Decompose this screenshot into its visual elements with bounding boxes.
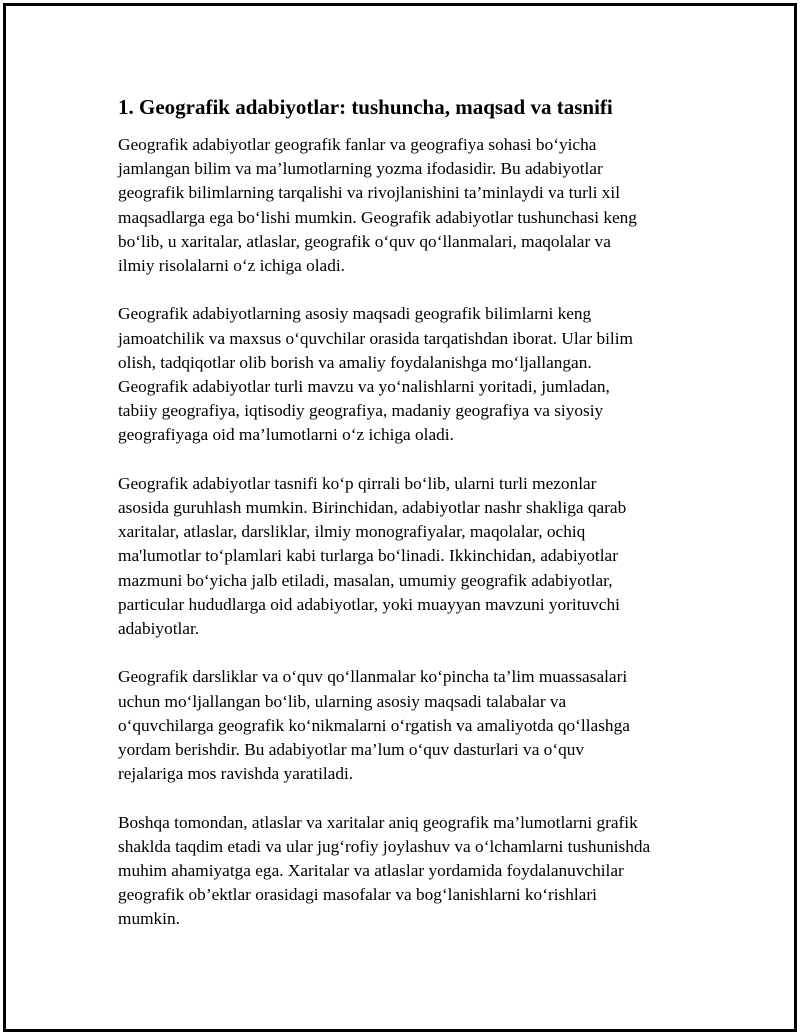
text-line: Boshqa tomondan, atlaslar va xaritalar aniq geografik ma’lumotlarni grafik [118,812,638,832]
text-line: Geografik adabiyotlar tasnifi ko‘p qirrali bo‘lib, ularni turli mezonlar [118,473,597,493]
paragraph-2 [118,302,683,447]
text-line: adabiyotlar. [118,619,200,639]
text-line: ma'lumotlar to‘plamlari kabi turlarga bo‘linadi. Ikkinchidan, adabiyotlar [118,546,618,566]
text-line: maqsadlarga ega bo‘lishi mumkin. Geografik adabiyotlar tushunchasi keng [118,207,637,227]
text-line: tabiiy geografiya, iqtisodiy geografiya, madaniy geografiya va siyosiy [118,401,604,421]
paragraphs [118,133,683,932]
text-line: yordam berishdir. Bu adabiyotlar ma’lum o‘quv dasturlari va o‘quv [118,740,585,760]
document-body [118,93,683,956]
paragraph-3 [118,472,683,641]
text-line: geografik bilimlarning tarqalishi va rivojlanishini ta’minlaydi va turli xil [118,183,621,203]
text-line: jamlangan bilim va ma’lumotlarning yozma ifodasidir. Bu adabiyotlar [118,159,603,179]
text-line: xaritalar, atlaslar, darsliklar, ilmiy monografiyalar, maqolalar, ochiq [118,522,586,542]
text-line: o‘quvchilarga geografik ko‘nikmalarni o‘rgatish va amaliyotda qo‘llashga [118,715,630,735]
text-line: Geografik adabiyotlar turli mavzu va yo‘nalishlarni yoritadi, jumladan, [118,377,610,397]
text-line: Geografik adabiyotlarning asosiy maqsadi geografik bilimlarni keng [118,304,592,324]
text-line: rejalariga mos ravishda yaratiladi. [118,764,354,784]
text-line: olish, tadqiqotlar olib borish va amaliy foydalanishga mo‘ljallangan. [118,352,592,372]
text-line: uchun mo‘ljallangan bo‘lib, ularning asosiy maqsadi talabalar va [118,691,567,711]
text-line: mumkin. [118,909,180,929]
text-line: ilmiy risolalarni o‘z ichiga oladi. [118,256,345,276]
text-line: mazmuni bo‘yicha jalb etiladi, masalan, umumiy geografik adabiyotlar, [118,570,613,590]
text-line: Geografik adabiyotlar geografik fanlar va geografiya sohasi bo‘yicha [118,135,597,154]
text-line: jamoatchilik va maxsus o‘quvchilar orasida tarqatishdan iborat. Ular bilim [118,328,633,348]
text-line: geografik ob’ektlar orasidagi masofalar va bog‘lanishlarni ko‘rishlari [118,885,597,905]
paragraph-4 [118,665,683,786]
section-heading: 1. Geografik adabiyotlar: tushuncha, maqsad va tasnifi [118,95,613,119]
text-line: bo‘lib, u xaritalar, atlaslar, geografik o‘quv qo‘llanmalari, maqolalar va [118,231,611,251]
paragraph-1 [118,133,683,278]
text-line: shaklda taqdim etadi va ular jug‘rofiy joylashuv va o‘lchamlarni tushunishda [118,836,651,856]
text-line: Geografik darsliklar va o‘quv qo‘llanmalar ko‘pincha ta’lim muassasalari [118,667,628,687]
text-line: muhim ahamiyatga ega. Xaritalar va atlaslar yordamida foydalanuvchilar [118,861,624,881]
text-line: particular hududlarga oid adabiyotlar, yoki muayyan mavzuni yorituvchi [118,594,620,614]
text-line: geografiyaga oid ma’lumotlarni o‘z ichiga oladi. [118,425,454,445]
text-line: asosida guruhlash mumkin. Birinchidan, adabiyotlar nashr shakliga qarab [118,498,627,518]
paragraph-5 [118,811,683,932]
